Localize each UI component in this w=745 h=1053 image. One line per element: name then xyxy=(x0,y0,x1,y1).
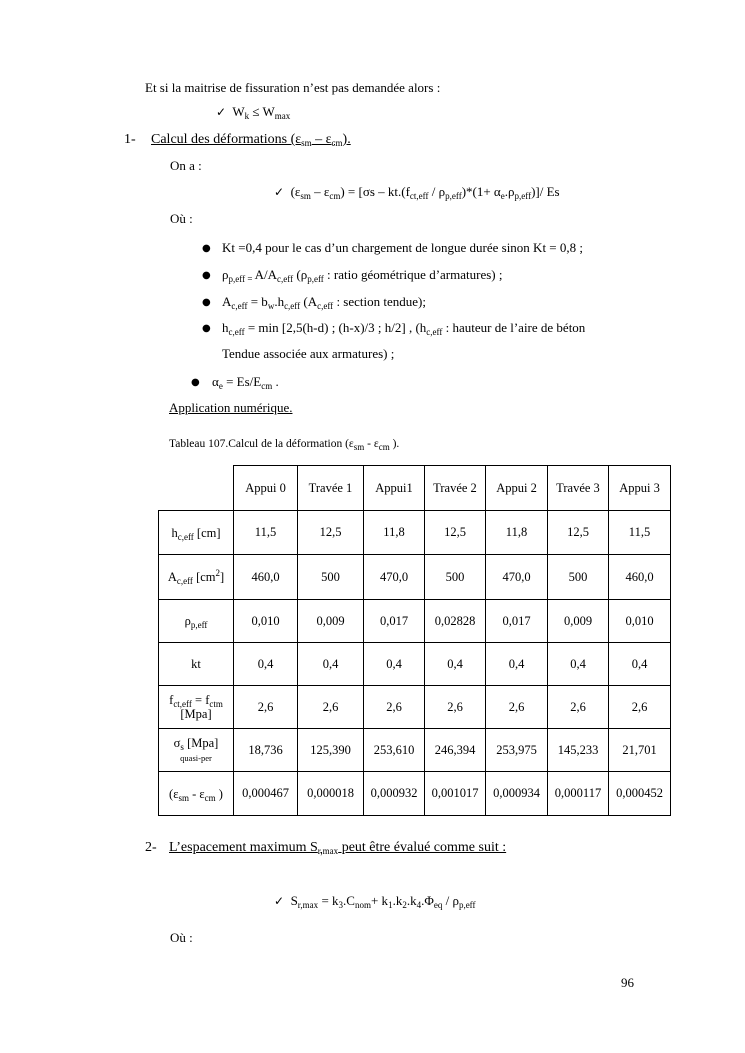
table-cell: 0,017 xyxy=(364,600,425,643)
table-row xyxy=(159,555,671,600)
table-cell: 460,0 xyxy=(234,555,298,600)
page-number: 96 xyxy=(621,975,634,990)
table-row xyxy=(159,643,671,686)
checkmark-icon: ✓ xyxy=(216,105,227,119)
table-row xyxy=(159,686,671,729)
table-row xyxy=(159,511,671,555)
table-cell: 12,5 xyxy=(548,511,609,555)
checkmark-icon: ✓ xyxy=(274,894,285,908)
bullet-alpha: $\alpha_e = Es/E_{cm}$ . xyxy=(212,374,279,391)
table-cell: 0,001017 xyxy=(425,772,486,816)
table-cell: 11,5 xyxy=(609,511,671,555)
deformation-formula: ✓ $(\varepsilon_{sm} - \varepsilon_{cm}) = [\sigma s - kt.(f_{ct,eff} / \rho_{p,eff})*(1+ \alpha_e.\rho_{p,eff})]/$ Es xyxy=(274,184,560,201)
table-row xyxy=(159,600,671,643)
table-cell: 470,0 xyxy=(364,555,425,600)
table-cell: 253,610 xyxy=(364,729,425,772)
table-cell: 0,000467 xyxy=(234,772,298,816)
application-heading: Application numérique. xyxy=(169,400,293,415)
table-cell: 246,394 xyxy=(425,729,486,772)
bullet-aceff: $A_{c,eff} = b_w.h_{c,eff}$ ($A_{c,eff}$ : section tendue); xyxy=(222,294,426,311)
section-1-title: Calcul des déformations $(\varepsilon_{sm} - \varepsilon_{cm})$. xyxy=(151,132,351,148)
table-cell: 11,5 xyxy=(234,511,298,555)
table-cell: 0,4 xyxy=(234,643,298,686)
table-corner-cell xyxy=(159,466,234,511)
table-header: Appui 3 xyxy=(609,466,671,511)
table-cell: 0,4 xyxy=(548,643,609,686)
table-cell: 500 xyxy=(425,555,486,600)
section-2-title: L’espacement maximum $S_{r,max}$ peut être évalué comme suit : xyxy=(169,840,507,856)
ou-label: Où : xyxy=(170,211,193,226)
table-row xyxy=(159,772,671,816)
bullet-icon: ● xyxy=(202,270,211,281)
table-caption: Tableau 107.Calcul de la déformation ($\varepsilon_{sm} - \varepsilon_{cm}$ ). xyxy=(169,438,400,452)
row-label-hceff: $h_{c,eff}$ [cm] xyxy=(159,511,234,555)
ou-label-2: Où : xyxy=(170,930,193,945)
table-cell: 11,8 xyxy=(364,511,425,555)
table-cell: 12,5 xyxy=(298,511,364,555)
row-label-kt: kt xyxy=(159,643,234,686)
table-cell: 500 xyxy=(548,555,609,600)
table-cell: 253,975 xyxy=(486,729,548,772)
table-cell: 2,6 xyxy=(548,686,609,729)
section-2-number: 2- xyxy=(145,840,157,855)
table-cell: 145,233 xyxy=(548,729,609,772)
table-header: Travée 2 xyxy=(425,466,486,511)
row-label-sigma: $\sigma_s$ [Mpa] quasi-per xyxy=(159,729,234,772)
table-header: Appui 2 xyxy=(486,466,548,511)
table-cell: 0,4 xyxy=(609,643,671,686)
table-cell: 0,4 xyxy=(298,643,364,686)
bullet-icon: ● xyxy=(202,323,211,334)
bullet-rho: $\rho_{p,eff =}$ $A/A_{c,eff}$ ($\rho_{p,eff}$ : ratio géométrique d’armatures) ; xyxy=(222,267,503,284)
table-cell: 12,5 xyxy=(425,511,486,555)
bullet-icon: ● xyxy=(191,377,200,388)
table-cell: 2,6 xyxy=(364,686,425,729)
table-cell: 0,000452 xyxy=(609,772,671,816)
table-cell: 0,009 xyxy=(548,600,609,643)
table-cell: 0,4 xyxy=(425,643,486,686)
table-cell: 470,0 xyxy=(486,555,548,600)
table-cell: 0,4 xyxy=(486,643,548,686)
table-cell: 125,390 xyxy=(298,729,364,772)
table-header: Appui1 xyxy=(364,466,425,511)
bullet-kt: Kt =0,4 pour le cas d’un chargement de longue durée sinon Kt = 0,8 ; xyxy=(222,240,584,255)
spacing-formula: ✓ $S_{r,max} = k_3.C_{nom}+ k_1.k_2.k_4.\Phi_{eq} / \rho_{p,eff}$ xyxy=(274,893,476,910)
table-cell: 500 xyxy=(298,555,364,600)
table-cell: 11,8 xyxy=(486,511,548,555)
table-cell: 0,4 xyxy=(364,643,425,686)
bullet-hceff-continuation: Tendue associée aux armatures) ; xyxy=(222,346,395,361)
section-1-number: 1- xyxy=(124,132,136,147)
table-cell: 2,6 xyxy=(609,686,671,729)
table-cell: 18,736 xyxy=(234,729,298,772)
table-row xyxy=(159,729,671,772)
table-cell: 0,009 xyxy=(298,600,364,643)
table-header-row xyxy=(159,466,671,511)
table-cell: 0,000934 xyxy=(486,772,548,816)
bullet-icon: ● xyxy=(202,243,211,254)
condition-line: ✓ $W_k \le W_{max}$ xyxy=(216,104,291,121)
table-cell: 0,010 xyxy=(609,600,671,643)
table-cell: 2,6 xyxy=(298,686,364,729)
bullet-hceff: $h_{c,eff} = \min [2,5(h-d)$ ; (h-x)/3 ; h/2] , ($h_{c,eff}$ : hauteur de l’aire de béton xyxy=(222,320,586,337)
table-header: Travée 1 xyxy=(298,466,364,511)
row-label-rho: $\rho_{p,eff}$ xyxy=(159,600,234,643)
row-label-epsilon: ($\varepsilon_{sm} - \varepsilon_{cm}$ ) xyxy=(159,772,234,816)
table-cell: 2,6 xyxy=(425,686,486,729)
table-cell: 0,017 xyxy=(486,600,548,643)
table-cell: 0,02828 xyxy=(425,600,486,643)
table-cell: 460,0 xyxy=(609,555,671,600)
table-cell: 0,000117 xyxy=(548,772,609,816)
table-cell: 2,6 xyxy=(234,686,298,729)
table-cell: 0,000932 xyxy=(364,772,425,816)
intro-line: Et si la maitrise de fissuration n’est pas demandée alors : xyxy=(145,80,441,95)
table-header: Appui 0 xyxy=(234,466,298,511)
bullet-icon: ● xyxy=(202,297,211,308)
table-cell: 21,701 xyxy=(609,729,671,772)
table-cell: 0,010 xyxy=(234,600,298,643)
table-cell: 0,000018 xyxy=(298,772,364,816)
row-label-fct: $f_{ct,eff} = f_{ctm}$ [Mpa] xyxy=(159,686,234,729)
deformation-table xyxy=(158,465,671,816)
row-label-aceff: $A_{c,eff}$ $[cm^2]$ xyxy=(159,555,234,600)
checkmark-icon: ✓ xyxy=(274,185,285,199)
table-cell: 2,6 xyxy=(486,686,548,729)
table-header: Travée 3 xyxy=(548,466,609,511)
on-a-label: On a : xyxy=(170,158,202,173)
